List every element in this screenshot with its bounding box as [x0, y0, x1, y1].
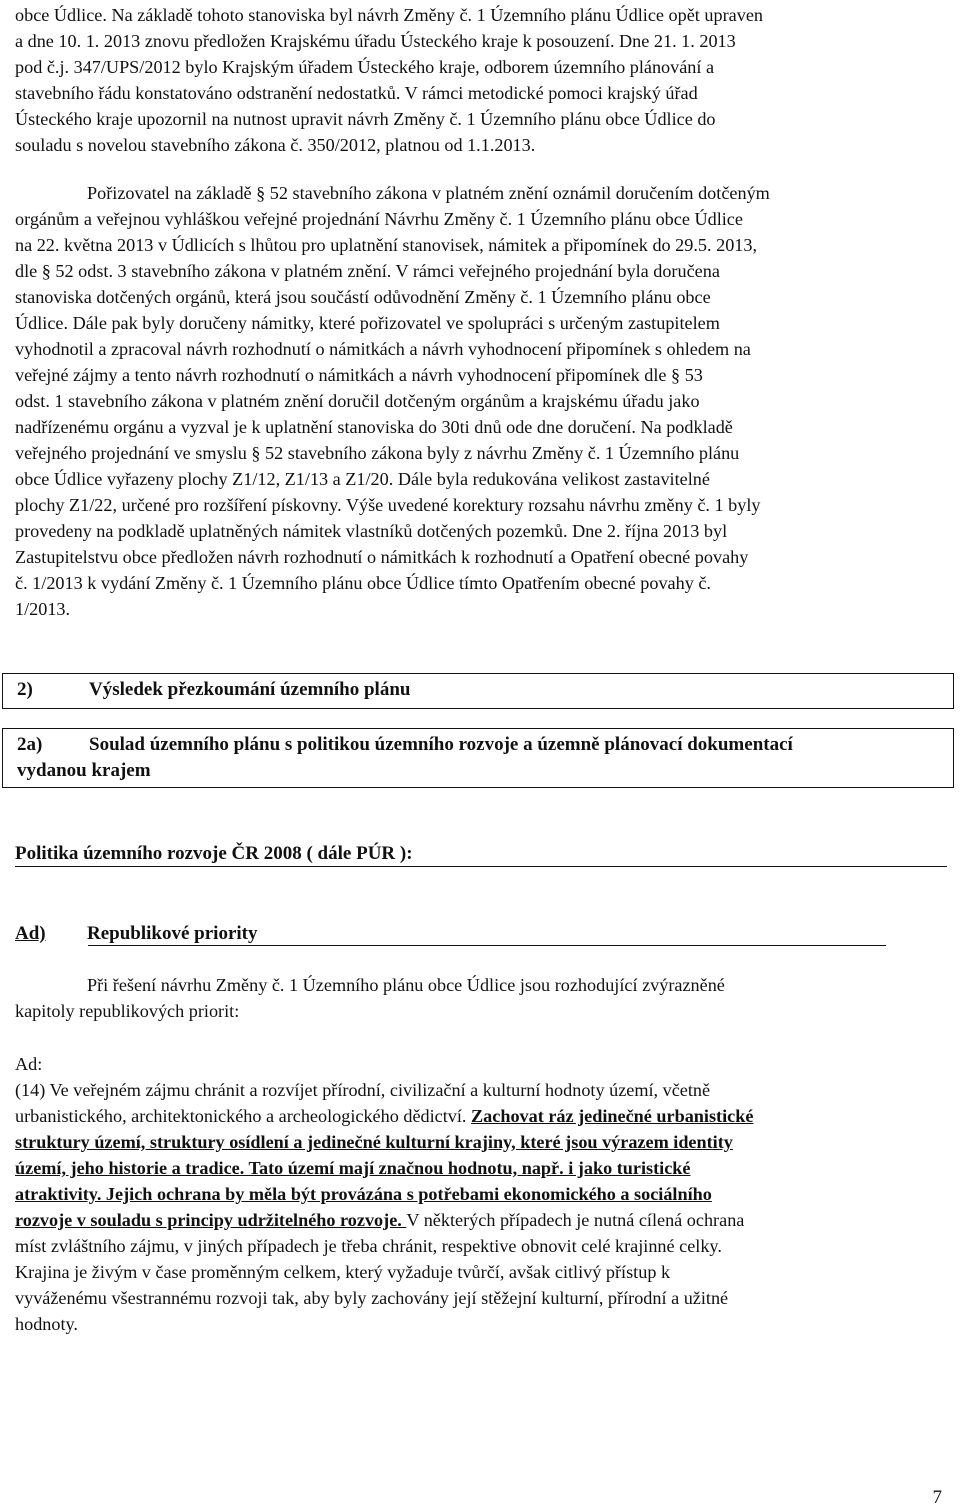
- text-line: hodnoty.: [15, 1314, 78, 1334]
- text-line: Ad:: [15, 1054, 43, 1074]
- emphasized-text: rozvoje v souladu s principy udržitelného rozvoje.: [15, 1210, 407, 1230]
- ad-title: Republikové priority: [87, 923, 258, 944]
- section-2-box: [2, 673, 954, 709]
- text-line: obce Údlice. Na základě tohoto stanoviska byl návrh Změny č. 1 Územního plánu Údlice opět upraven: [15, 5, 763, 25]
- text-line: stavebního řádu konstatováno odstranění nedostatků. V rámci metodické pomoci krajský úřad: [15, 83, 698, 103]
- emphasized-text: Zachovat ráz jedinečné urbanistické: [471, 1106, 754, 1126]
- section-2-heading: [3, 674, 953, 703]
- text-line: veřejného projednání ve smyslu § 52 stavebního zákona byly z návrhu Změny č. 1 Územního plánu: [15, 443, 740, 463]
- priorities-intro: [15, 972, 945, 1024]
- text-line: 1/2013.: [15, 599, 71, 619]
- text-line: obce Údlice vyřazeny plochy Z1/12, Z1/13 a Z1/20. Dále byla redukována velikost zastavitelné: [15, 469, 710, 489]
- text-line: souladu s novelou stavebního zákona č. 350/2012, platnou od 1.1.2013.: [15, 135, 536, 155]
- plain-text: V některých případech je nutná cílená ochrana: [406, 1210, 745, 1230]
- text-line: vyváženému všestrannému rozvoji tak, aby byly zachovány její stěžejní kulturní, přírodní a užitné: [15, 1288, 729, 1308]
- ad-heading: [15, 921, 257, 947]
- page-number: 7: [932, 1487, 942, 1508]
- procedure-paragraph: [15, 180, 945, 622]
- text-line: míst zvláštního zájmu, v jiných případech je třeba chránit, respektive obnovit celé krajinné celky.: [15, 1236, 722, 1256]
- ad-colon-label: [15, 1051, 945, 1077]
- text-line: Zastupitelstvu obce předložen návrh rozhodnutí o námitkách k rozhodnutí a Opatření obecné povahy: [15, 547, 749, 567]
- text-line: Ústeckého kraje upozornil na nutnost upravit návrh Změny č. 1 Územního plánu obce Údlice do: [15, 109, 716, 129]
- text-line: plochy Z1/22, určené pro rozšíření pískovny. Výše uvedené korektury rozsahu návrhu změny č. 1 byly: [15, 495, 761, 515]
- text-line: stanoviska dotčených orgánů, která jsou součástí odůvodnění Změny č. 1 Územního plánu obce: [15, 287, 711, 307]
- text-line: [15, 1103, 945, 1129]
- text-line: Při řešení návrhu Změny č. 1 Územního plánu obce Údlice jsou rozhodující zvýrazněné: [87, 975, 725, 995]
- plain-text: urbanistického, architektonického a archeologického dědictví.: [15, 1106, 472, 1126]
- text-line: orgánům a veřejnou vyhláškou veřejné projednání Návrhu Změny č. 1 Územního plánu obce Údlice: [15, 209, 743, 229]
- section-title-cont: vydanou krajem: [17, 760, 151, 781]
- text-line: na 22. května 2013 v Údlicích s lhůtou pro uplatnění stanovisek, námitek a připomínek do 29.5. 2013,: [15, 235, 758, 255]
- text-line: odst. 1 stavebního zákona v platném znění doručil dotčeným orgánům a krajskému úřadu jako: [15, 391, 700, 411]
- text-line: (14) Ve veřejném zájmu chránit a rozvíjet přírodní, civilizační a kulturní hodnoty území, včetně: [15, 1080, 711, 1100]
- text-line: č. 1/2013 k vydání Změny č. 1 Územního plánu obce Údlice tímto Opatřením obecné povahy č.: [15, 573, 711, 593]
- section-2a-heading: [3, 729, 953, 784]
- heading-underline: [88, 945, 886, 946]
- text-line: [15, 1207, 945, 1233]
- emphasized-line: území, jeho historie a tradice. Tato území mají značnou hodnotu, např. i jako turistické: [15, 1158, 691, 1178]
- text-line: provedeny na podkladě uplatněných námitek vlastníků dotčených pozemků. Dne 2. října 2013 byl: [15, 521, 728, 541]
- text-line: a dne 10. 1. 2013 znovu předložen Krajskému úřadu Ústeckého kraje k posouzení. Dne 21. 1. 2013: [15, 31, 736, 51]
- text-line: pod č.j. 347/UPS/2012 bylo Krajským úřadem Ústeckého kraje, odborem územního plánování a: [15, 57, 715, 77]
- section-2a-box: [2, 728, 954, 788]
- section-title: Soulad územního plánu s politikou územního rozvoje a územně plánovací dokumentací: [89, 734, 793, 755]
- section-number: 2): [17, 679, 33, 700]
- pur-heading: Politika územního rozvoje ČR 2008 ( dále PÚR ):: [15, 843, 413, 864]
- text-line: veřejné zájmy a tento návrh rozhodnutí o námitkách a návrh vyhodnocení připomínek dle § 53: [15, 365, 703, 385]
- text-line: dle § 52 odst. 3 stavebního zákona v platném znění. V rámci veřejného projednání byla doručena: [15, 261, 720, 281]
- emphasized-line: atraktivity. Jejich ochrana by měla být provázána s potřebami ekonomického a sociálního: [15, 1184, 712, 1204]
- text-line: nadřízenému orgánu a vyzval je k uplatnění stanoviska do 30ti dnů ode dne doručení. Na podkladě: [15, 417, 733, 437]
- text-line: Krajina je živým v čase proměnným celkem, který vyžaduje tvůrčí, avšak citlivý přístup k: [15, 1262, 671, 1282]
- heading-underline: [15, 866, 947, 867]
- section-title: Výsledek přezkoumání územního plánu: [89, 679, 411, 700]
- emphasized-line: struktury území, struktury osídlení a jedinečné kulturní krajiny, které jsou výrazem identity: [15, 1132, 733, 1152]
- section-number: 2a): [17, 734, 43, 755]
- text-line: vyhodnotil a zpracoval návrh rozhodnutí o námitkách a návrh vyhodnocení připomínek s ohledem na: [15, 339, 751, 359]
- text-line: Pořizovatel na základě § 52 stavebního zákona v platném znění oznámil doručením dotčeným: [87, 183, 770, 203]
- text-line: kapitoly republikových priorit:: [15, 1001, 240, 1021]
- ad-label: Ad): [15, 923, 46, 944]
- intro-paragraph: [15, 2, 945, 158]
- priority-14-paragraph: [15, 1077, 945, 1337]
- text-line: Údlice. Dále pak byly doručeny námitky, které pořizovatel ve spolupráci s určeným zastupitelem: [15, 313, 720, 333]
